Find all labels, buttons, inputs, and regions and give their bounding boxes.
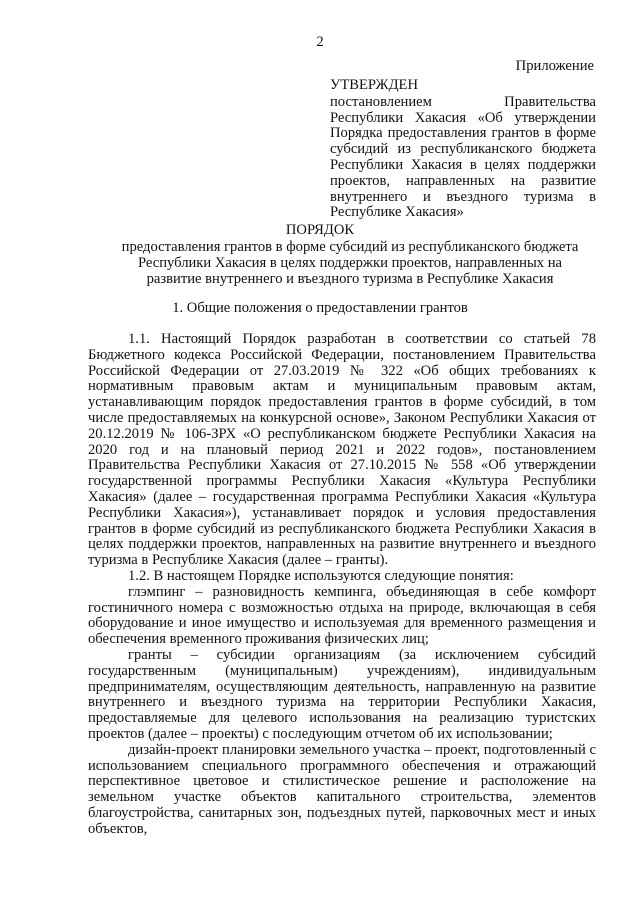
- section-title: 1. Общие положения о предоставлении грантов: [172, 300, 468, 316]
- paragraph: гранты – субсидии организациям (за исключением субсидий государственным (муниципальным) учреждениям), индивидуальным предпринимателям, осуществляющим деятельность, направленную на развитие внутреннего и въездного туризма на территории Республики Хакасия, предоставляемые для целевого использования на реализацию туристских проектов (далее – проекты) с последующим отчетом об их использовании;: [88, 646, 596, 742]
- document-body: [88, 332, 596, 838]
- document-subtitle: предоставления грантов в форме субсидий из республиканского бюджета Республики Хакасия в целях поддержки проектов, направленных на развитие внутреннего и въездного туризма в Республике Хакасия: [121, 239, 579, 287]
- paragraph: 1.1. Настоящий Порядок разработан в соответствии со статьей 78 Бюджетного кодекса Российской Федерации, постановлением Правительства Российской Федерации от 27.03.2019 № 322 «Об общих требованиях к нормативным правовым актам и муниципальным правовым актам, устанавливающим порядок предоставления грантов в форме субсидий, в том числе предоставляемых на конкурсной основе», Законом Республики Хакасия от 20.12.2019 № 106-ЗРХ «О республиканском бюджете Республики Хакасия на 2020 год и на плановый период 2021 и 2022 годов», постановлением Правительства Республики Хакасия от 27.10.2015 № 558 «Об утверждении государственной программы Республики Хакасия «Культура Республики Хакасия» (далее – государственная программа Республики Хакасия «Культура Республики Хакасия»), устанавливает порядок и условия предоставления грантов в форме субсидий из республиканского бюджета Республики Хакасия в целях поддержки проектов, направленных на развитие внутреннего и въездного туризма в Республике Хакасия (далее – гранты).: [88, 331, 596, 569]
- approval-block: [330, 78, 596, 221]
- approval-heading: УТВЕРЖДЕН: [330, 77, 418, 93]
- appendix-label: Приложение: [515, 58, 594, 74]
- paragraph: 1.2. В настоящем Порядке используются следующие понятия:: [128, 567, 514, 584]
- paragraph: дизайн-проект планировки земельного участка – проект, подготовленный с использованием специального программного обеспечения и отражающий перспективное цветовое и стилистическое решение и расположение на земельном участке объектов капитального строительства, элементов благоустройства, санитарных зон, подъездных путей, парковочных мест и иных объектов,: [88, 741, 596, 837]
- paragraph: глэмпинг – разновидность кемпинга, объединяющая в себе комфорт гостиничного номера с возможностью отдыха на природе, включающая в себя оборудование и иное имущество и используемая для временного размещения и обеспечения временного проживания физических лиц;: [88, 583, 596, 648]
- document-title: ПОРЯДОК: [285, 222, 355, 238]
- page-number: 2: [316, 34, 324, 50]
- approval-text: постановлением Правительства Республики Хакасия «Об утверждении Порядка предоставления грантов в форме субсидий из республиканского бюджета Республики Хакасия в целях поддержки проектов, направленных на развитие внутреннего и въездного туризма в Республике Хакасия»: [330, 93, 596, 221]
